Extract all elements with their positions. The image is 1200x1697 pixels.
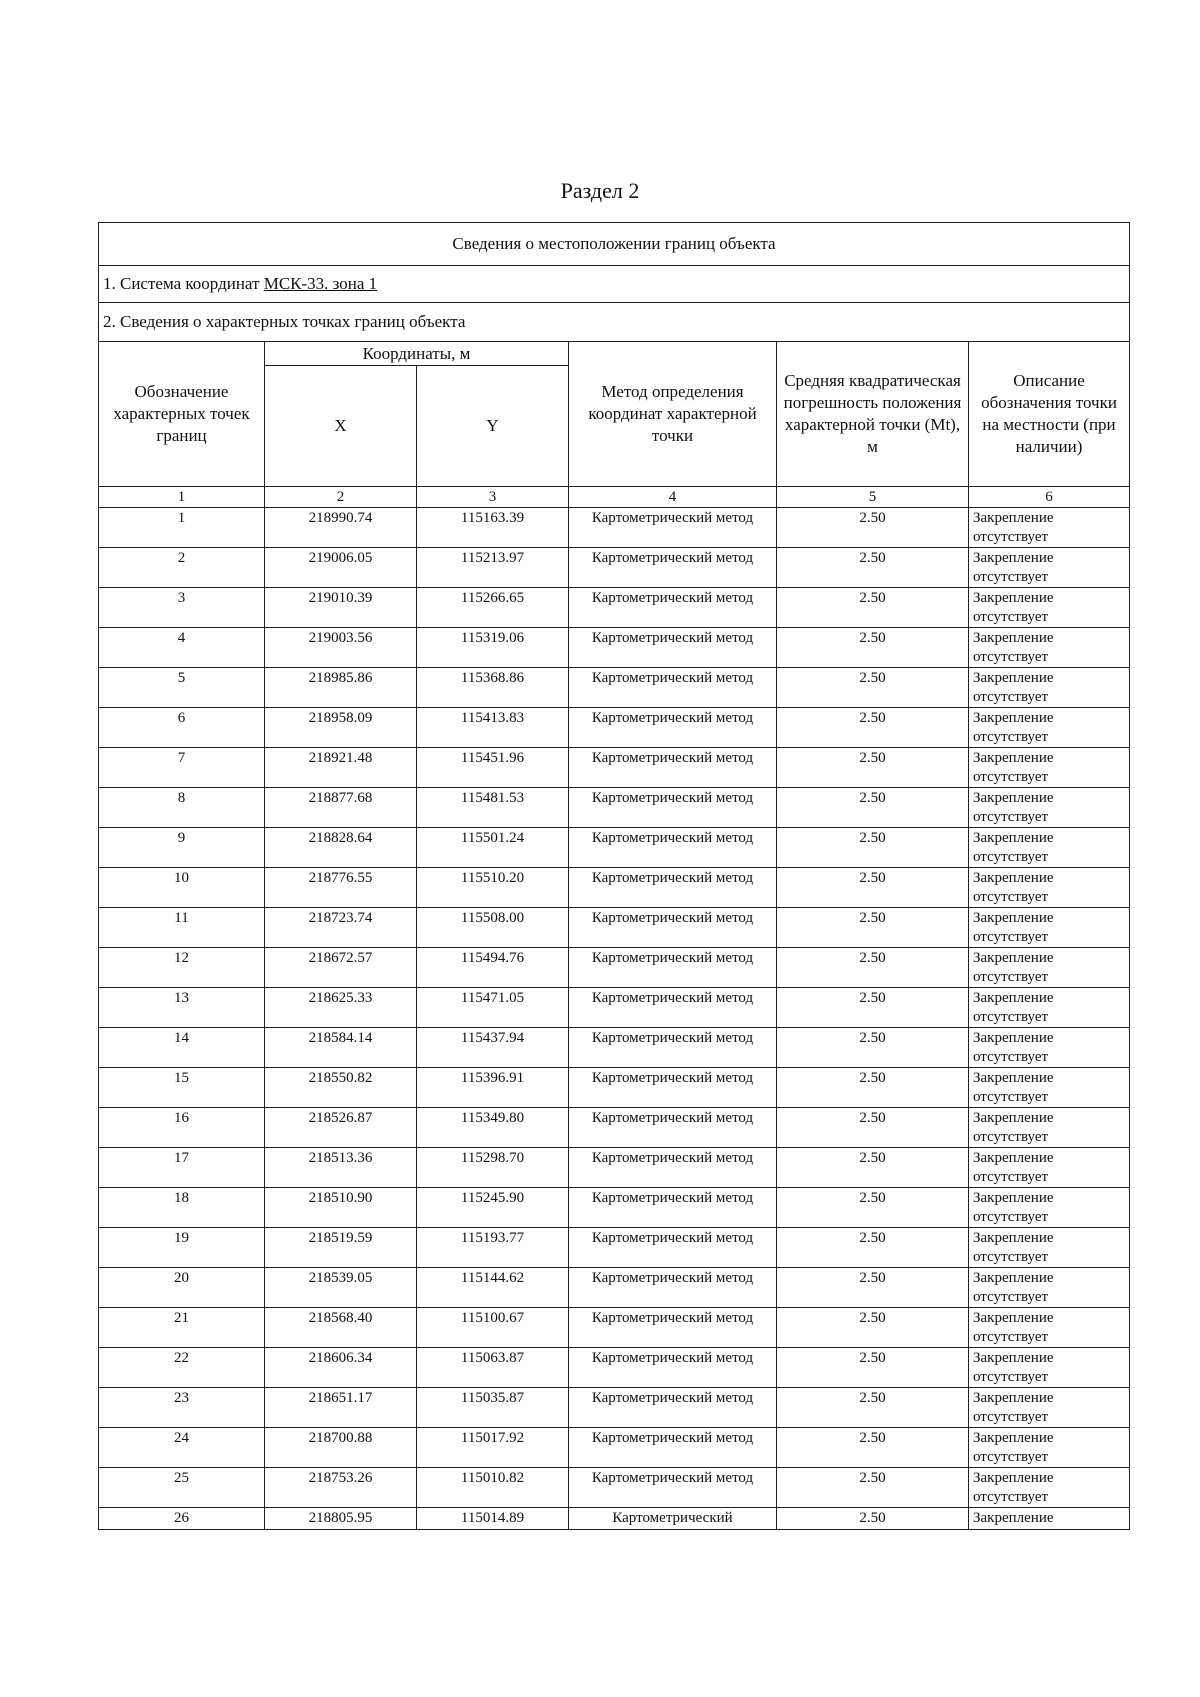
method-cell: Картометрический метод — [569, 988, 777, 1028]
mean-error-cell: 2.50 — [777, 1148, 969, 1188]
coordinate-system-label: 1. Система координат — [103, 274, 264, 293]
mean-error-cell: 2.50 — [777, 948, 969, 988]
point-number-cell: 24 — [99, 1428, 265, 1468]
column-number: 5 — [777, 487, 969, 508]
coordinate-system — [99, 266, 1130, 303]
coord-x-cell: 218651.17 — [265, 1388, 417, 1428]
coord-x-cell: 218625.33 — [265, 988, 417, 1028]
coord-x-cell: 218828.64 — [265, 828, 417, 868]
coord-y-cell: 115481.53 — [417, 788, 569, 828]
point-number-cell: 13 — [99, 988, 265, 1028]
method-cell: Картометрический метод — [569, 1148, 777, 1188]
table-row — [99, 948, 1130, 988]
table-row — [99, 908, 1130, 948]
description-cell: Закрепление отсутствует — [969, 1068, 1130, 1108]
mean-error-cell: 2.50 — [777, 1388, 969, 1428]
coord-y-cell: 115063.87 — [417, 1348, 569, 1388]
coord-x-cell: 218776.55 — [265, 868, 417, 908]
method-cell: Картометрический метод — [569, 668, 777, 708]
coord-x-cell: 218990.74 — [265, 508, 417, 548]
coord-y-cell: 115245.90 — [417, 1188, 569, 1228]
col-header-error: Средняя квадратическая погрешность положения характерной точки (Mt), м — [777, 342, 969, 487]
mean-error-cell: 2.50 — [777, 1228, 969, 1268]
description-cell: Закрепление отсутствует — [969, 1468, 1130, 1508]
coord-y-cell: 115471.05 — [417, 988, 569, 1028]
coord-x-cell: 218584.14 — [265, 1028, 417, 1068]
coord-x-cell: 218805.95 — [265, 1508, 417, 1530]
table-row — [99, 868, 1130, 908]
mean-error-cell: 2.50 — [777, 628, 969, 668]
mean-error-cell: 2.50 — [777, 508, 969, 548]
coord-y-cell: 115451.96 — [417, 748, 569, 788]
point-number-cell: 2 — [99, 548, 265, 588]
table-row — [99, 748, 1130, 788]
section-title: Раздел 2 — [560, 178, 640, 203]
point-number-cell: 16 — [99, 1108, 265, 1148]
point-number-cell: 1 — [99, 508, 265, 548]
mean-error-cell: 2.50 — [777, 1428, 969, 1468]
mean-error-cell: 2.50 — [777, 588, 969, 628]
table-heading-row — [99, 223, 1130, 266]
coordinate-system-row — [99, 266, 1130, 303]
point-number-cell: 21 — [99, 1308, 265, 1348]
column-number: 2 — [265, 487, 417, 508]
coord-y-cell: 115017.92 — [417, 1428, 569, 1468]
method-cell: Картометрический метод — [569, 628, 777, 668]
mean-error-cell: 2.50 — [777, 1068, 969, 1108]
table-row — [99, 1228, 1130, 1268]
method-cell: Картометрический метод — [569, 508, 777, 548]
mean-error-cell: 2.50 — [777, 1028, 969, 1068]
mean-error-cell: 2.50 — [777, 1468, 969, 1508]
coord-x-cell: 218539.05 — [265, 1268, 417, 1308]
coord-y-cell: 115213.97 — [417, 548, 569, 588]
table-row — [99, 1028, 1130, 1068]
coord-x-cell: 218526.87 — [265, 1108, 417, 1148]
mean-error-cell: 2.50 — [777, 708, 969, 748]
table-row — [99, 988, 1130, 1028]
coord-x-cell: 218723.74 — [265, 908, 417, 948]
point-number-cell: 25 — [99, 1468, 265, 1508]
point-number-cell: 10 — [99, 868, 265, 908]
method-cell: Картометрический метод — [569, 1428, 777, 1468]
mean-error-cell: 2.50 — [777, 1508, 969, 1530]
method-cell: Картометрический метод — [569, 1348, 777, 1388]
description-cell: Закрепление отсутствует — [969, 1148, 1130, 1188]
method-cell: Картометрический метод — [569, 748, 777, 788]
coord-y-cell: 115298.70 — [417, 1148, 569, 1188]
coord-x-cell: 218921.48 — [265, 748, 417, 788]
description-cell: Закрепление отсутствует — [969, 788, 1130, 828]
description-cell: Закрепление отсутствует — [969, 1228, 1130, 1268]
description-cell: Закрепление отсутствует — [969, 668, 1130, 708]
coord-y-cell: 115437.94 — [417, 1028, 569, 1068]
point-number-cell: 22 — [99, 1348, 265, 1388]
point-number-cell: 23 — [99, 1388, 265, 1428]
coord-y-cell: 115266.65 — [417, 588, 569, 628]
point-number-cell: 14 — [99, 1028, 265, 1068]
coord-x-cell: 219010.39 — [265, 588, 417, 628]
coord-x-cell: 218753.26 — [265, 1468, 417, 1508]
coord-y-cell: 115193.77 — [417, 1228, 569, 1268]
column-number: 6 — [969, 487, 1130, 508]
coord-x-cell: 218672.57 — [265, 948, 417, 988]
description-cell: Закрепление отсутствует — [969, 748, 1130, 788]
boundary-points-table — [98, 222, 1130, 1530]
table-row — [99, 1468, 1130, 1508]
description-cell: Закрепление отсутствует — [969, 1268, 1130, 1308]
column-number: 4 — [569, 487, 777, 508]
description-cell: Закрепление отсутствует — [969, 1108, 1130, 1148]
mean-error-cell: 2.50 — [777, 828, 969, 868]
description-cell: Закрепление отсутствует — [969, 1028, 1130, 1068]
table-row — [99, 1068, 1130, 1108]
description-cell: Закрепление отсутствует — [969, 628, 1130, 668]
method-cell: Картометрический метод — [569, 948, 777, 988]
method-cell: Картометрический метод — [569, 828, 777, 868]
coord-x-cell: 218700.88 — [265, 1428, 417, 1468]
coord-x-cell: 219006.05 — [265, 548, 417, 588]
mean-error-cell: 2.50 — [777, 548, 969, 588]
coord-y-cell: 115501.24 — [417, 828, 569, 868]
table-row — [99, 1148, 1130, 1188]
method-cell: Картометрический метод — [569, 1108, 777, 1148]
point-number-cell: 20 — [99, 1268, 265, 1308]
coord-x-cell: 218550.82 — [265, 1068, 417, 1108]
mean-error-cell: 2.50 — [777, 1348, 969, 1388]
coord-y-cell: 115508.00 — [417, 908, 569, 948]
column-number: 3 — [417, 487, 569, 508]
coord-x-cell: 218958.09 — [265, 708, 417, 748]
coord-y-cell: 115413.83 — [417, 708, 569, 748]
point-number-cell: 18 — [99, 1188, 265, 1228]
coord-x-cell: 218568.40 — [265, 1308, 417, 1348]
mean-error-cell: 2.50 — [777, 668, 969, 708]
description-cell: Закрепление отсутствует — [969, 548, 1130, 588]
coord-y-cell: 115494.76 — [417, 948, 569, 988]
method-cell: Картометрический метод — [569, 1028, 777, 1068]
table-row — [99, 508, 1130, 548]
point-number-cell: 7 — [99, 748, 265, 788]
table-row — [99, 1428, 1130, 1468]
table-row — [99, 1348, 1130, 1388]
coord-y-cell: 115144.62 — [417, 1268, 569, 1308]
col-header-y: Y — [417, 366, 569, 487]
description-cell: Закрепление отсутствует — [969, 828, 1130, 868]
point-number-cell: 9 — [99, 828, 265, 868]
method-cell: Картометрический метод — [569, 588, 777, 628]
coord-y-cell: 115100.67 — [417, 1308, 569, 1348]
method-cell: Картометрический метод — [569, 1228, 777, 1268]
description-cell: Закрепление отсутствует — [969, 948, 1130, 988]
mean-error-cell: 2.50 — [777, 868, 969, 908]
description-cell: Закрепление отсутствует — [969, 1308, 1130, 1348]
table-row — [99, 1188, 1130, 1228]
table-heading: Сведения о местоположении границ объекта — [99, 223, 1130, 266]
table-row — [99, 1308, 1130, 1348]
method-cell: Картометрический — [569, 1508, 777, 1530]
description-cell: Закрепление отсутствует — [969, 708, 1130, 748]
method-cell: Картометрический метод — [569, 548, 777, 588]
coord-y-cell: 115368.86 — [417, 668, 569, 708]
coord-y-cell: 115010.82 — [417, 1468, 569, 1508]
coordinate-system-value: МСК-33. зона 1 — [263, 274, 378, 293]
description-cell: Закрепление отсутствует — [969, 1348, 1130, 1388]
table-row — [99, 788, 1130, 828]
coord-x-cell: 218606.34 — [265, 1348, 417, 1388]
point-number-cell: 4 — [99, 628, 265, 668]
mean-error-cell: 2.50 — [777, 1268, 969, 1308]
coord-y-cell: 115014.89 — [417, 1508, 569, 1530]
point-number-cell: 5 — [99, 668, 265, 708]
method-cell: Картометрический метод — [569, 908, 777, 948]
mean-error-cell: 2.50 — [777, 1308, 969, 1348]
mean-error-cell: 2.50 — [777, 788, 969, 828]
col-header-designation: Обозначение характерных точек границ — [99, 342, 265, 487]
description-cell: Закрепление отсутствует — [969, 868, 1130, 908]
method-cell: Картометрический метод — [569, 1468, 777, 1508]
mean-error-cell: 2.50 — [777, 908, 969, 948]
coord-y-cell: 115319.06 — [417, 628, 569, 668]
method-cell: Картометрический метод — [569, 1308, 777, 1348]
table-row — [99, 708, 1130, 748]
table-row — [99, 588, 1130, 628]
point-number-cell: 8 — [99, 788, 265, 828]
method-cell: Картометрический метод — [569, 708, 777, 748]
coord-x-cell: 219003.56 — [265, 628, 417, 668]
point-number-cell: 15 — [99, 1068, 265, 1108]
col-header-coordinates: Координаты, м — [265, 342, 569, 366]
column-numbers-row — [99, 487, 1130, 508]
description-cell: Закрепление отсутствует — [969, 988, 1130, 1028]
point-number-cell: 12 — [99, 948, 265, 988]
coord-y-cell: 115396.91 — [417, 1068, 569, 1108]
coord-x-cell: 218519.59 — [265, 1228, 417, 1268]
mean-error-cell: 2.50 — [777, 1188, 969, 1228]
coord-x-cell: 218985.86 — [265, 668, 417, 708]
header-row-1 — [99, 342, 1130, 366]
table-row — [99, 1508, 1130, 1530]
point-number-cell: 6 — [99, 708, 265, 748]
table-row — [99, 628, 1130, 668]
point-number-cell: 11 — [99, 908, 265, 948]
col-header-method: Метод определения координат характерной точки — [569, 342, 777, 487]
method-cell: Картометрический метод — [569, 1388, 777, 1428]
coord-y-cell: 115035.87 — [417, 1388, 569, 1428]
coord-y-cell: 115163.39 — [417, 508, 569, 548]
method-cell: Картометрический метод — [569, 868, 777, 908]
table-row — [99, 1388, 1130, 1428]
coord-x-cell: 218510.90 — [265, 1188, 417, 1228]
method-cell: Картометрический метод — [569, 788, 777, 828]
points-subheading: 2. Сведения о характерных точках границ объекта — [99, 303, 1130, 342]
point-number-cell: 3 — [99, 588, 265, 628]
method-cell: Картометрический метод — [569, 1268, 777, 1308]
description-cell: Закрепление отсутствует — [969, 588, 1130, 628]
point-number-cell: 19 — [99, 1228, 265, 1268]
table-row — [99, 828, 1130, 868]
method-cell: Картометрический метод — [569, 1188, 777, 1228]
coord-x-cell: 218877.68 — [265, 788, 417, 828]
point-number-cell: 17 — [99, 1148, 265, 1188]
coord-y-cell: 115349.80 — [417, 1108, 569, 1148]
col-header-x: X — [265, 366, 417, 487]
column-number: 1 — [99, 487, 265, 508]
mean-error-cell: 2.50 — [777, 988, 969, 1028]
description-cell: Закрепление отсутствует — [969, 908, 1130, 948]
subheading-row — [99, 303, 1130, 342]
mean-error-cell: 2.50 — [777, 748, 969, 788]
table-row — [99, 1108, 1130, 1148]
table-row — [99, 548, 1130, 588]
mean-error-cell: 2.50 — [777, 1108, 969, 1148]
description-cell: Закрепление — [969, 1508, 1130, 1530]
table-row — [99, 668, 1130, 708]
coord-y-cell: 115510.20 — [417, 868, 569, 908]
description-cell: Закрепление отсутствует — [969, 508, 1130, 548]
table-row — [99, 1268, 1130, 1308]
coord-x-cell: 218513.36 — [265, 1148, 417, 1188]
point-number-cell: 26 — [99, 1508, 265, 1530]
description-cell: Закрепление отсутствует — [969, 1188, 1130, 1228]
method-cell: Картометрический метод — [569, 1068, 777, 1108]
col-header-description: Описание обозначения точки на местности (при наличии) — [969, 342, 1130, 487]
description-cell: Закрепление отсутствует — [969, 1388, 1130, 1428]
description-cell: Закрепление отсутствует — [969, 1428, 1130, 1468]
